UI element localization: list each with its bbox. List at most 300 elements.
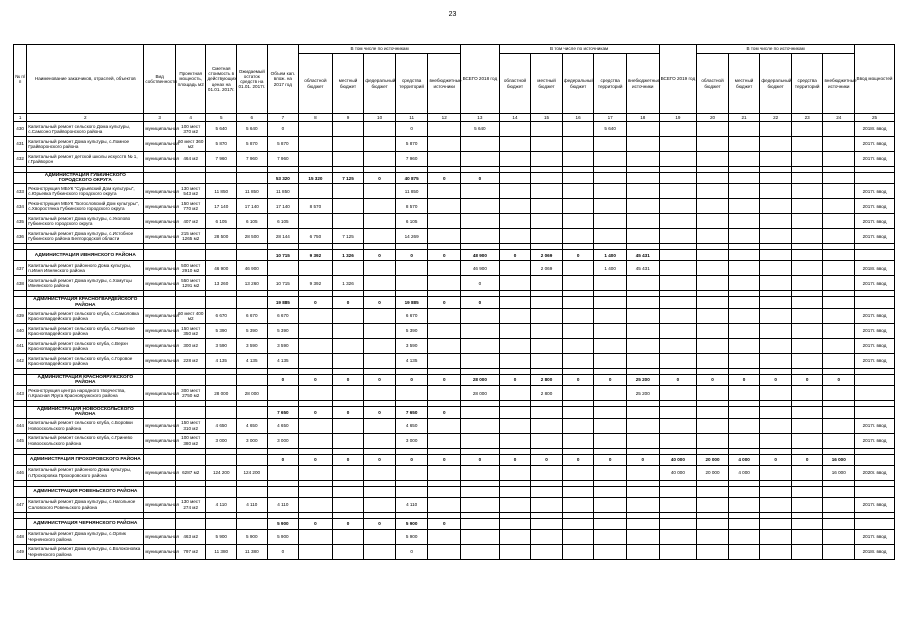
value-cell [626, 137, 659, 152]
value-cell [760, 184, 792, 199]
table-row [14, 229, 895, 244]
section-total-cell: 0 [364, 518, 396, 529]
object-name: Капитальный ремонт Дома культуры, с.Нагольное Саловского Ровеньского района [27, 497, 144, 512]
capacity-cell: 6287 м2 [175, 465, 206, 480]
commissioning-cell: 2017г. ввод [855, 214, 895, 229]
section-title: АДМИНИСТРАЦИЯ КРАСНОЯРУЖСКОГО РАЙОНА [27, 374, 144, 385]
header-num: № п/п [14, 45, 27, 114]
value-cell [823, 184, 855, 199]
commissioning-cell: 2017г. ввод [855, 308, 895, 323]
value-cell [499, 184, 531, 199]
value-cell [562, 323, 594, 338]
row-number: 447 [14, 497, 27, 512]
value-cell: 0 [461, 276, 500, 291]
value-cell [461, 353, 500, 368]
value-cell: 0 [267, 544, 299, 559]
value-cell [697, 308, 729, 323]
value-cell [499, 261, 531, 276]
section-total-cell [175, 297, 206, 308]
value-cell [728, 418, 760, 433]
value-cell [499, 122, 531, 137]
header-source-3-3: федеральный бюджет [760, 54, 792, 114]
section-total-cell [237, 407, 268, 418]
table-row [14, 529, 895, 544]
commissioning-cell: 2017г. ввод [855, 529, 895, 544]
section-row [14, 486, 895, 497]
value-cell [562, 261, 594, 276]
value-cell [626, 323, 659, 338]
header-source-2-3: федеральный бюджет [562, 54, 594, 114]
value-cell [562, 497, 594, 512]
value-cell [626, 544, 659, 559]
value-cell [428, 229, 461, 244]
column-number: 23 [791, 114, 823, 122]
section-total-cell: 1 400 [594, 250, 627, 261]
value-cell [531, 529, 563, 544]
value-cell [428, 465, 461, 480]
value-cell [332, 386, 364, 401]
value-cell [791, 433, 823, 448]
value-cell [626, 497, 659, 512]
row-number: 448 [14, 529, 27, 544]
column-number: 7 [267, 114, 299, 122]
section-total-cell: 5 900 [395, 518, 428, 529]
section-total-cell [626, 173, 659, 184]
value-cell [791, 261, 823, 276]
value-cell [499, 529, 531, 544]
table-row [14, 122, 895, 137]
section-total-cell [626, 407, 659, 418]
value-cell [697, 152, 729, 167]
capacity-cell: 464 м2 [175, 152, 206, 167]
value-cell [659, 338, 697, 353]
section-total-cell [697, 518, 729, 529]
table-row [14, 152, 895, 167]
capacity-cell: 550 мест 1291 м2 [175, 276, 206, 291]
header-commissioning: Ввод мощностей [855, 45, 895, 114]
section-total-cell [697, 407, 729, 418]
commissioning-cell: 2017г. ввод [855, 137, 895, 152]
section-total-cell [499, 297, 531, 308]
section-total-cell [594, 297, 627, 308]
section-title: АДМИНИСТРАЦИЯ КРАСНОГВАРДЕЙСКОГО РАЙОНА [27, 297, 144, 308]
section-total-cell: 0 [461, 173, 500, 184]
section-total-cell [237, 486, 268, 497]
value-cell [594, 353, 627, 368]
value-cell: 3 590 [206, 338, 237, 353]
header-total-2018: ВСЕГО 2018 год [461, 45, 500, 114]
empty-cell [14, 486, 27, 497]
value-cell [562, 465, 594, 480]
value-cell [461, 418, 500, 433]
commissioning-cell: 2017г. ввод [855, 184, 895, 199]
object-name: Капитальный ремонт сельского Дома культуры, с.Самсоно Грайворонского района [27, 122, 144, 137]
section-total-cell [144, 486, 176, 497]
value-cell: 7 960 [267, 152, 299, 167]
section-total-cell: 0 [364, 454, 396, 465]
value-cell: 28 144 [267, 229, 299, 244]
value-cell [364, 199, 396, 214]
section-total-cell: 0 [395, 454, 428, 465]
section-total-cell [237, 250, 268, 261]
header-source-2-5: внебюджетные источники [626, 54, 659, 114]
value-cell [499, 276, 531, 291]
value-cell [697, 199, 729, 214]
section-total-cell: 28 000 [461, 374, 500, 385]
header-source-1-2: местный бюджет [332, 54, 364, 114]
value-cell [531, 338, 563, 353]
header-source-3-1: областной бюджет [697, 54, 729, 114]
section-total-cell [364, 486, 396, 497]
capacity-cell: 150 мест 770 м2 [175, 199, 206, 214]
value-cell: 7 960 [237, 152, 268, 167]
section-total-cell: 0 [364, 297, 396, 308]
value-cell [364, 214, 396, 229]
value-cell: 25 200 [626, 386, 659, 401]
section-total-cell [237, 374, 268, 385]
section-total-cell [697, 486, 729, 497]
value-cell [299, 338, 333, 353]
section-total-cell [728, 297, 760, 308]
section-title: АДМИНИСТРАЦИЯ ЧЕРНЯНСКОГО РАЙОНА [27, 518, 144, 529]
value-cell: 20 000 [697, 465, 729, 480]
section-total-cell: 0 [332, 407, 364, 418]
value-cell [791, 544, 823, 559]
value-cell [562, 229, 594, 244]
object-name: Капитальный ремонт районного Дома культуры, п.Прохоровка Прохоровского района [27, 465, 144, 480]
value-cell: 5 870 [237, 137, 268, 152]
section-total-cell: 0 [760, 454, 792, 465]
section-total-cell: 0 [299, 407, 333, 418]
capacity-cell: 407 м2 [175, 214, 206, 229]
value-cell: 7 960 [395, 152, 428, 167]
capacity-cell: 463 м2 [175, 529, 206, 544]
section-total-cell [697, 297, 729, 308]
value-cell: 46 900 [237, 261, 268, 276]
commissioning-cell: 2017г. ввод [855, 497, 895, 512]
value-cell: 40 000 [659, 465, 697, 480]
commissioning-cell: 2017г. ввод [855, 152, 895, 167]
value-cell [626, 338, 659, 353]
section-total-cell [823, 297, 855, 308]
header-estimated-cost: Сметная стоимость в действующих ценах на 01.01. 2017г. [206, 45, 237, 114]
table-row [14, 184, 895, 199]
value-cell [531, 137, 563, 152]
value-cell [823, 199, 855, 214]
value-cell [823, 214, 855, 229]
section-total-cell [395, 486, 428, 497]
value-cell [428, 353, 461, 368]
value-cell: 4 110 [237, 497, 268, 512]
commissioning-cell: 2017г. ввод [855, 338, 895, 353]
row-number: 440 [14, 323, 27, 338]
row-number: 437 [14, 261, 27, 276]
section-total-cell: 0 [562, 374, 594, 385]
table-row [14, 308, 895, 323]
value-cell [562, 353, 594, 368]
section-total-cell [823, 518, 855, 529]
column-number: 9 [332, 114, 364, 122]
section-total-cell: 0 [659, 374, 697, 385]
section-total-cell: 0 [594, 374, 627, 385]
table-row [14, 261, 895, 276]
section-total-cell [206, 173, 237, 184]
row-number: 435 [14, 214, 27, 229]
value-cell [499, 353, 531, 368]
value-cell [364, 386, 396, 401]
value-cell [364, 152, 396, 167]
row-number: 431 [14, 137, 27, 152]
value-cell [499, 338, 531, 353]
value-cell: 46 900 [206, 261, 237, 276]
value-cell [461, 214, 500, 229]
value-cell [728, 214, 760, 229]
value-cell [562, 152, 594, 167]
value-cell [823, 137, 855, 152]
section-total-cell [791, 297, 823, 308]
object-name: Капитальный ремонт Дома культуры, с.Волоконовка Чернянского района [27, 544, 144, 559]
value-cell: 4 110 [395, 497, 428, 512]
value-cell [697, 261, 729, 276]
value-cell: 4 135 [395, 353, 428, 368]
value-cell [659, 497, 697, 512]
row-number: 436 [14, 229, 27, 244]
section-total-cell: 0 [364, 374, 396, 385]
value-cell [823, 276, 855, 291]
header-sources-group-2017: В том числе по источникам [299, 45, 461, 54]
value-cell [499, 214, 531, 229]
value-cell [594, 229, 627, 244]
value-cell: 28 000 [461, 386, 500, 401]
value-cell [562, 529, 594, 544]
value-cell [562, 137, 594, 152]
header-expected-balance: Ожидаемый остаток средств на 01.01. 2017г. [237, 45, 268, 114]
value-cell [364, 338, 396, 353]
value-cell [299, 433, 333, 448]
value-cell [626, 152, 659, 167]
value-cell [594, 308, 627, 323]
value-cell: 3 590 [395, 338, 428, 353]
table-row [14, 497, 895, 512]
value-cell: 8 570 [395, 199, 428, 214]
section-total-cell [531, 518, 563, 529]
section-total-cell [562, 407, 594, 418]
commissioning-cell: 2017г. ввод [855, 418, 895, 433]
section-total-cell: 0 [562, 250, 594, 261]
section-total-cell [206, 486, 237, 497]
section-total-cell: 0 [461, 297, 500, 308]
section-total-cell: 9 392 [299, 250, 333, 261]
commissioning-cell: 2017г. ввод [855, 433, 895, 448]
value-cell [659, 137, 697, 152]
section-row [14, 297, 895, 308]
value-cell [299, 214, 333, 229]
section-total-cell [594, 173, 627, 184]
value-cell [697, 529, 729, 544]
ownership-cell: муниципальная [144, 544, 176, 559]
section-total-cell [144, 374, 176, 385]
value-cell [594, 338, 627, 353]
value-cell: 4 135 [267, 353, 299, 368]
value-cell [791, 184, 823, 199]
value-cell [728, 229, 760, 244]
value-cell [760, 214, 792, 229]
value-cell [626, 229, 659, 244]
value-cell: 7 960 [206, 152, 237, 167]
header-source-3-2: местный бюджет [728, 54, 760, 114]
value-cell [299, 152, 333, 167]
column-number: 11 [395, 114, 428, 122]
value-cell [364, 261, 396, 276]
value-cell: 45 431 [626, 261, 659, 276]
value-cell [531, 465, 563, 480]
section-total-cell: 0 [428, 173, 461, 184]
section-total-cell [206, 297, 237, 308]
capacity-cell: 60 мест 400 м2 [175, 308, 206, 323]
value-cell [461, 323, 500, 338]
row-number: 430 [14, 122, 27, 137]
ownership-cell: муниципальная [144, 276, 176, 291]
value-cell [728, 497, 760, 512]
value-cell [697, 276, 729, 291]
value-cell [659, 184, 697, 199]
section-total-cell: 0 [461, 454, 500, 465]
value-cell: 2 069 [531, 261, 563, 276]
value-cell [299, 529, 333, 544]
value-cell [659, 418, 697, 433]
section-total-cell: 7 650 [395, 407, 428, 418]
value-cell [594, 418, 627, 433]
object-name: Капитальный ремонт сельского клуба, с.Верхн Красногвардейского района [27, 338, 144, 353]
value-cell: 28 500 [237, 229, 268, 244]
value-cell: 6 670 [267, 308, 299, 323]
section-total-cell: 2 069 [531, 250, 563, 261]
section-total-cell: 20 000 [697, 454, 729, 465]
section-total-cell: 0 [760, 374, 792, 385]
column-number: 1 [14, 114, 27, 122]
object-name: Капитальный ремонт сельского клуба, с.Самоловка Красногвардейского района [27, 308, 144, 323]
value-cell [299, 308, 333, 323]
value-cell: 6 105 [237, 214, 268, 229]
value-cell [364, 497, 396, 512]
value-cell [332, 338, 364, 353]
value-cell [697, 184, 729, 199]
value-cell [697, 353, 729, 368]
section-total-cell: 0 [428, 407, 461, 418]
column-number: 17 [594, 114, 627, 122]
investment-table [13, 44, 895, 560]
section-total-cell [855, 374, 895, 385]
value-cell [728, 261, 760, 276]
section-total-cell [728, 518, 760, 529]
section-total-cell: 0 [395, 374, 428, 385]
value-cell: 3 000 [395, 433, 428, 448]
section-total-cell: 4 000 [728, 454, 760, 465]
section-total-cell: 0 [499, 250, 531, 261]
section-total-cell [728, 407, 760, 418]
section-total-cell: 0 [299, 518, 333, 529]
value-cell [659, 433, 697, 448]
section-total-cell [175, 486, 206, 497]
value-cell [760, 353, 792, 368]
value-cell [594, 137, 627, 152]
value-cell [531, 497, 563, 512]
section-total-cell: 0 [267, 374, 299, 385]
column-number: 4 [175, 114, 206, 122]
value-cell [659, 323, 697, 338]
value-cell: 5 870 [267, 137, 299, 152]
value-cell [697, 497, 729, 512]
value-cell: 5 900 [206, 529, 237, 544]
section-total-cell [237, 173, 268, 184]
value-cell [659, 261, 697, 276]
column-number: 21 [728, 114, 760, 122]
section-total-cell [659, 518, 697, 529]
value-cell [364, 433, 396, 448]
value-cell [332, 465, 364, 480]
object-name: Реконструкция МБУК "Богословский Дом культуры", с.Хворостянка Губкинского городского округа [27, 199, 144, 214]
section-total-cell: 0 [594, 454, 627, 465]
value-cell [728, 386, 760, 401]
section-total-cell [461, 486, 500, 497]
table-row [14, 433, 895, 448]
row-number: 441 [14, 338, 27, 353]
section-title: АДМИНИСТРАЦИЯ ГУБКИНСКОГО ГОРОДСКОГО ОКРУГА [27, 173, 144, 184]
section-total-cell [175, 374, 206, 385]
row-number: 449 [14, 544, 27, 559]
value-cell [332, 433, 364, 448]
ownership-cell: муниципальная [144, 433, 176, 448]
value-cell [659, 544, 697, 559]
column-number: 25 [855, 114, 895, 122]
value-cell [823, 338, 855, 353]
section-total-cell [791, 407, 823, 418]
value-cell: 5 900 [395, 529, 428, 544]
value-cell [531, 323, 563, 338]
commissioning-cell: 2018г. ввод [855, 544, 895, 559]
value-cell [364, 122, 396, 137]
column-number: 20 [697, 114, 729, 122]
capacity-cell: 130 мест 274 м2 [175, 497, 206, 512]
object-name: Капитальный ремонт сельского клуба, с.Боровки Новооскольского района [27, 418, 144, 433]
value-cell [461, 465, 500, 480]
section-total-cell: 0 [332, 454, 364, 465]
section-total-cell [855, 486, 895, 497]
value-cell [697, 386, 729, 401]
value-cell [461, 152, 500, 167]
value-cell [594, 529, 627, 544]
value-cell [428, 433, 461, 448]
value-cell [364, 544, 396, 559]
value-cell [267, 261, 299, 276]
value-cell [791, 152, 823, 167]
row-number: 442 [14, 353, 27, 368]
value-cell [760, 229, 792, 244]
value-cell [531, 276, 563, 291]
value-cell [428, 529, 461, 544]
value-cell [332, 184, 364, 199]
section-total-cell: 0 [562, 454, 594, 465]
capacity-cell: 150 мест 310 м2 [175, 418, 206, 433]
section-total-cell [144, 454, 176, 465]
section-total-cell: 0 [428, 518, 461, 529]
value-cell: 17 140 [206, 199, 237, 214]
ownership-cell: муниципальная [144, 418, 176, 433]
value-cell: 4 650 [395, 418, 428, 433]
column-number: 16 [562, 114, 594, 122]
value-cell [626, 353, 659, 368]
section-total-cell [697, 250, 729, 261]
